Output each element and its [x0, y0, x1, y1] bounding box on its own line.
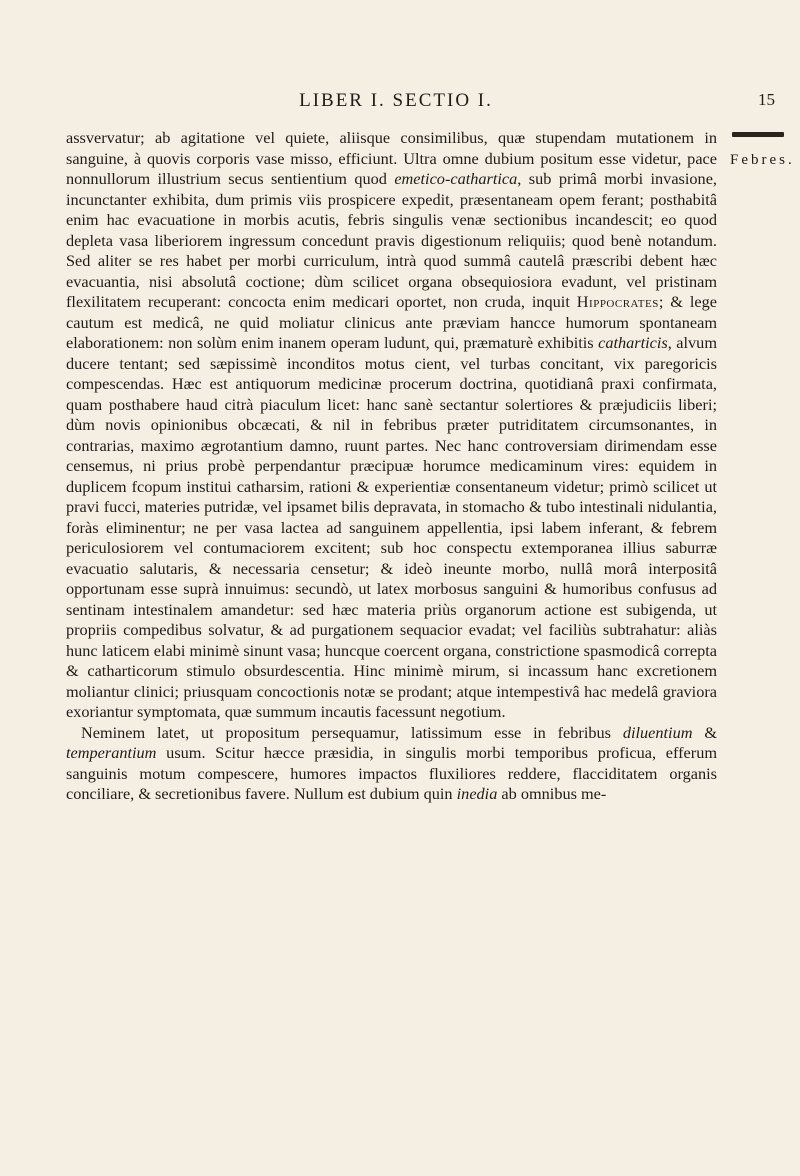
margin-rule — [732, 132, 784, 137]
paragraph — [66, 723, 717, 805]
running-head: LIBER I. SECTIO I. — [299, 90, 493, 111]
text-run: ; & lege cautum est medicâ, ne quid moliatur clinicus ante præviam hancce humorum spontaneam elaborationem: non solùm enim inanem operam ludunt, qui, præmaturè exhibitis — [66, 292, 717, 352]
text-run: & — [692, 722, 717, 742]
text-run: , alvum ducere tentant; sed sæpissimè inconditos motus cient, vel turbas concitant, vix paregoricis compescendas. Hæc est antiquorum medicinæ procerum doctrina, quotidianâ praxi confirmata, quam posthabere haud citrà piaculum licet: hanc sanè sectantur solertiores & præjudiciis liberi; dùm novis opinionibus obcæcati, & nil in febribus præter putriditatem circumsonantes, in contrarias, maximo ægrotantium damno, ruunt partes. Nec hanc controversiam dirimendam esse censemus, ni prius probè perpendantur præcipuæ horumce medicaminum vires: equidem in duplicem fcopum institui catharsim, rationi & experientiæ consentaneum videtur; primò scilicet ut pravi fucci, materies putridæ, vel ipsamet bilis depravata, in stomacho & tubo intestinali nidulantia, foràs eliminentur; ne per vasa lactea ad sanguinem appellentia, ipsi labem inferant, & febrem periculosiorem vel contumaciorem excitent; sub hoc conspectu extemporanea illius saburræ evacuatio salutaris, & necessaria censetur; & ideò ineunte morbo, nullâ morâ interpositâ opportunam esse suprà innuimus: secundò, ut latex morbosus sanguini & humoribus confusus ad sentinam intestinalem amandetur: sed hæc materia priùs organorum actione est subigenda, ut propriis compedibus solvatur, & ad purgationem sequacior evadat; vel faciliùs subtrahatur: aliàs hunc laticem elabi minimè sinunt vasa; huncque coercent organa, constrictione spasmodicâ correpta & catharticorum stimulo obsurdescentia. Hinc minimè mirum, si incassum hanc excretionem moliantur clinici; priusquam concoctionis notæ se prodant; atque intempestivâ hac medelâ graviora exoriantur symptomata, quæ summum incautis facessunt negotium. — [66, 333, 717, 721]
italic-term: catharticis — [598, 333, 668, 352]
text-run: assvervatur; ab agitatione vel quiete, aliisque consimilibus, quæ stupendam mutationem in sanguine, à quovis corporis vase misso, efficiunt. Ultra omne dubium positum esse videtur, pace nonnullorum illustrium secus sentientium quod — [66, 128, 717, 188]
paragraph — [66, 128, 717, 723]
italic-term: temperantium — [66, 743, 157, 762]
author-name: Hippocrates — [576, 292, 659, 311]
italic-term: emetico-cathartica — [394, 169, 518, 188]
text-run: usum. Scitur hæcce præsidia, in singulis morbi temporibus proficua, efferum sanguinis motum compescere, humores impactos fluxiliores reddere, flacciditatem organis conciliare, & secretionibus favere. Nullum est dubium quin — [66, 743, 717, 803]
margin-note: Febres. — [730, 152, 795, 168]
body-text — [66, 128, 717, 805]
italic-term: inedia — [456, 784, 498, 803]
page-number: 15 — [758, 90, 775, 109]
text-run: ab omnibus me- — [497, 784, 607, 803]
text-run: , sub primâ morbi invasione, incunctanter exhibita, dum primis viis prospicere expedit, præsentaneam opem ferant; posthabitâ enim hac evacuatione in morbis acutis, febris singulis venæ sectionibus incandescit; eo quod depleta vasa liberiorem ingressum concedunt pravis digestionum reliquiis; quod benè notandum. Sed aliter se res habet per morbi curriculum, intrà quod summâ cautelâ præscribi debent hæc evacuantia, nisi absolutâ coctione; dùm scilicet organa obsequiosiora evadunt, vel pristinam flexilitatem recuperant: concocta enim medicari oportet, non cruda, inquit — [66, 169, 717, 311]
italic-term: diluentium — [622, 722, 693, 742]
text-run: Neminem latet, ut propositum persequamur, latissimum esse in febribus — [81, 722, 623, 742]
